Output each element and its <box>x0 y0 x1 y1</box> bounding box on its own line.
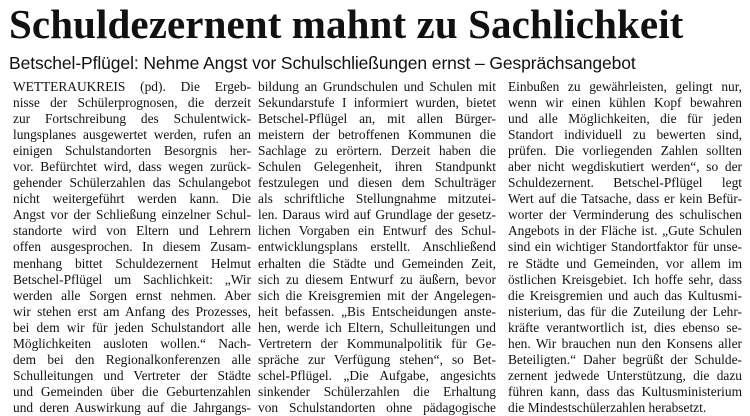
text-line: Möglichkeiten ausloten wollen.“ Nach- <box>13 335 251 351</box>
text-line: Schuldezernent. Betschel-Pflügel legt <box>508 175 742 191</box>
text-line: einigen Schulstandorten Besorgnis her- <box>13 143 251 159</box>
text-line: Schulen Gelegenheit, ihren Standpunkt <box>258 159 496 175</box>
text-line: nisse der Schülerprognosen, die derzeit <box>13 95 251 111</box>
text-line: hen, werde ich Eltern, Schulleitungen und <box>258 319 496 335</box>
text-line: die Kreisgremien und auch das Kultusmi- <box>508 287 742 303</box>
article-column-2 <box>258 79 496 415</box>
text-line: Betschel-Pflügel um Sachlichkeit: „Wir <box>13 271 251 287</box>
text-line: zur Fortschreibung des Schulentwick- <box>13 111 251 127</box>
text-line: Wert auf die Tatsache, dass er kein Befür- <box>508 191 742 207</box>
text-line: und Gemeinden über die Geburtenzahlen <box>13 383 251 399</box>
text-line: und deren Auswirkung auf die Jahrgangs- <box>13 399 251 415</box>
text-line: kräfte verantwortlich ist, dies ebenso se- <box>508 319 742 335</box>
text-line: entwicklungsplans erstellt. Anschließend <box>258 239 496 255</box>
text-line: Schulleitungen und Vertreter der Städte <box>13 367 251 383</box>
text-line: dem bei den Regionalkonferenzen alle <box>13 351 251 367</box>
text-line: östlichen Kreisgebiet. Ich hoffe sehr, dass <box>508 271 742 287</box>
text-line: worter der Verminderung des schulischen <box>508 207 742 223</box>
text-line: aber nicht wegdiskutiert werden“, so der <box>508 159 742 175</box>
text-line: gehender Schülerzahlen das Schulangebot <box>13 175 251 191</box>
text-line: lichen Vorgaben ein Entwurf des Schul- <box>258 223 496 239</box>
text-line: nisterium, das für die Zuteilung der Lehr- <box>508 303 742 319</box>
text-line: und alle Möglichkeiten, die für jeden <box>508 111 742 127</box>
text-line: Einbußen zu gewährleisten, gelingt nur, <box>508 79 742 94</box>
text-line: nicht weitergeführt werden kann. Die <box>13 191 251 207</box>
text-line: meistern der betroffenen Kommunen die <box>258 127 496 143</box>
text-line: lungsplanes ausgewertet werden, rufen an <box>13 127 251 143</box>
text-line: Beteiligten.“ Daher begrüßt der Schulde- <box>508 351 742 367</box>
article-subheadline: Betschel-Pflügel: Nehme Angst vor Schulschließungen ernst – Gesprächsangebot <box>9 53 636 73</box>
text-line: schel-Pflügel. „Die Aufgabe, angesichts <box>258 367 496 383</box>
text-line: menhang bittet Schuldezernent Helmut <box>13 255 251 271</box>
text-line: sich zu diesem Entwurf zu äußern, bevor <box>258 271 496 287</box>
text-line: re Städte und Gemeinden, vor allem im <box>508 255 742 271</box>
article-headline: Schuldezernent mahnt zu Sachlichkeit <box>9 1 684 47</box>
text-line: Angst vor der Schließung einzelner Schul- <box>13 207 251 223</box>
text-line: spräche zur Verfügung stehen“, so Bet- <box>258 351 496 367</box>
text-line: wenn wir einen kühlen Kopf bewahren <box>508 95 742 111</box>
text-line: führen kann, dass das Kultusministerium <box>508 383 742 399</box>
article-column-3 <box>508 79 742 415</box>
text-line: Betschel-Pflügel an, mit allen Bürger- <box>258 111 496 127</box>
text-line: sich die Kreisgremien mit der Angelegen- <box>258 287 496 303</box>
text-line: sinkender Schülerzahlen die Erhaltung <box>258 383 496 399</box>
text-line: zernent jedwede Unterstützung, die dazu <box>508 367 742 383</box>
text-line: die Mindestschülerzahlen herabsetzt. <box>508 399 707 415</box>
text-line: festzulegen und diesen dem Schulträger <box>258 175 496 191</box>
text-line: prüfen. Die vorliegenden Zahlen sollten <box>508 143 742 159</box>
text-line: werden alle Sorgen ernst nehmen. Aber <box>13 287 251 303</box>
text-line: erhalten die Städte und Gemeinden Zeit, <box>258 255 496 271</box>
text-line: len. Daraus wird auf Grundlage der gesetz- <box>258 207 496 223</box>
text-line: von Schulstandorten ohne pädagogische <box>258 399 496 415</box>
text-line: vor. Befürchtet wird, dass wegen zurück- <box>13 159 251 175</box>
text-line: als schriftliche Stellungnahme mitzutei- <box>258 191 496 207</box>
article-column-1 <box>13 79 251 415</box>
text-line: Sachlage zu erörtern. Derzeit haben die <box>258 143 496 159</box>
text-line: Vertretern der Kommunalpolitik für Ge- <box>258 335 496 351</box>
text-line: heit befassen. „Bis Entscheidungen anste- <box>258 303 496 319</box>
text-line: Standort individuell zu bewerten sind, <box>508 127 742 143</box>
text-line: hen. Wir brauchen nun den Konsens aller <box>508 335 742 351</box>
text-line: standorte wird von Eltern und Lehrern <box>13 223 251 239</box>
text-line: bildung an Grundschulen und Schulen mit <box>258 79 496 94</box>
text-line: Sekundarstufe I informiert wurden, bietet <box>258 95 496 111</box>
text-line: sind ein wichtiger Standortfaktor für unse- <box>508 239 742 255</box>
text-line: bei dem wir für jeden Schulstandort alle <box>13 319 251 335</box>
text-line: wir stehen erst am Anfang des Prozesses, <box>13 303 251 319</box>
text-line: offen ausgesprochen. In diesem Zusam- <box>13 239 251 255</box>
text-line: WETTERAUKREIS (pd). Die Ergeb- <box>13 79 251 94</box>
text-line: Angebots in der Fläche ist. „Gute Schulen <box>508 223 742 239</box>
